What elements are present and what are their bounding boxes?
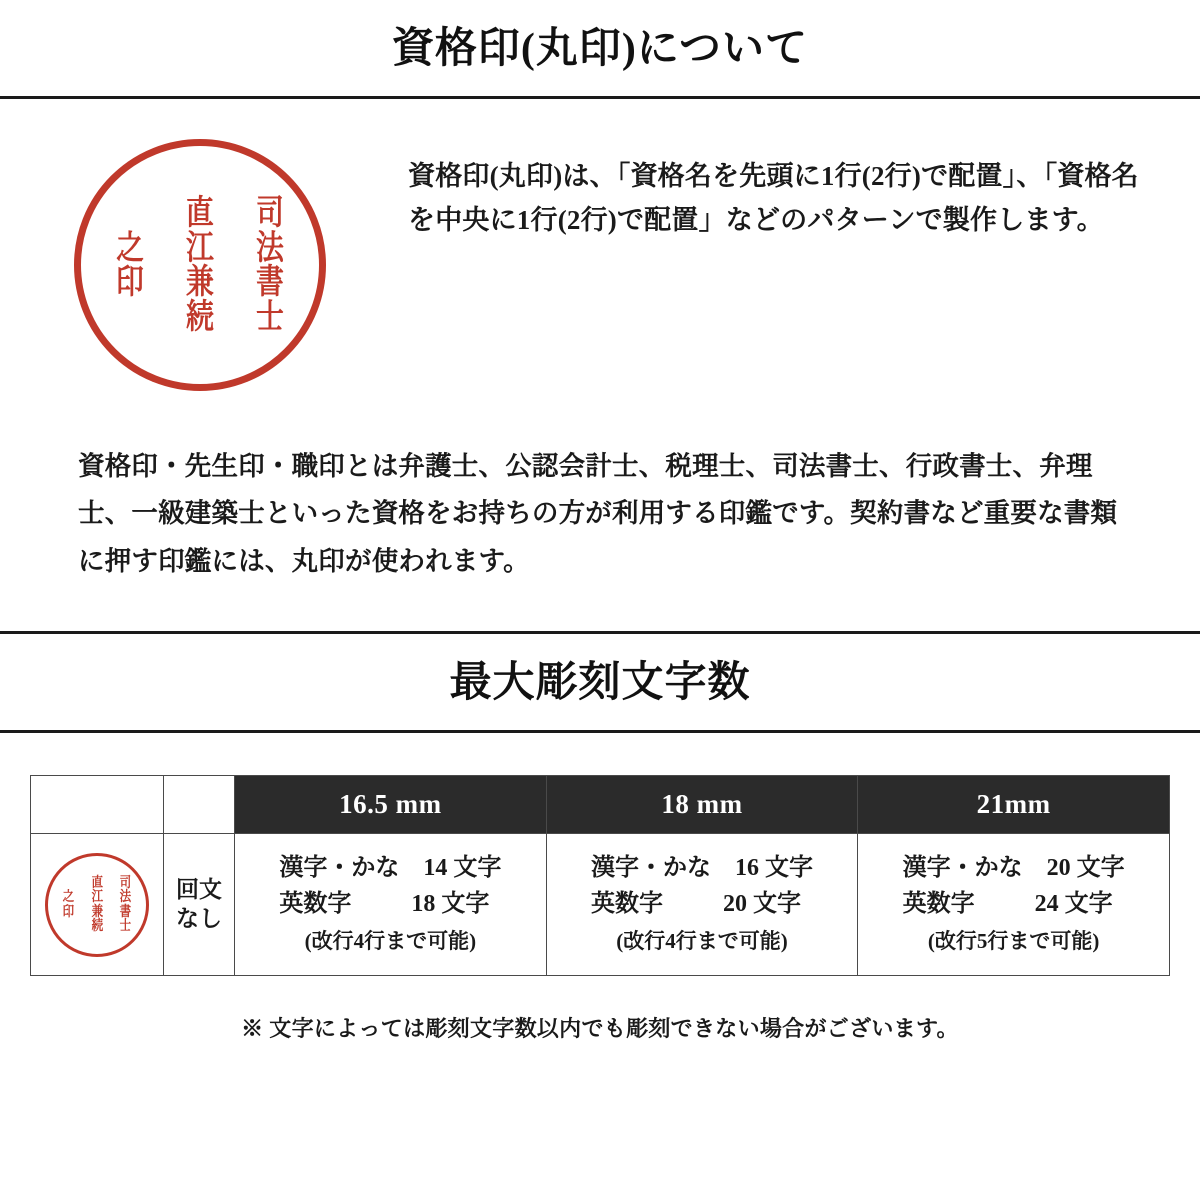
page-title: 資格印(丸印)について (391, 26, 809, 72)
seal-char: 兼 (91, 903, 103, 920)
table-footnote: ※ 文字によっては彫刻文字数以内でも彫刻できない場合がございます。 (241, 1016, 959, 1042)
spec-value: 16 文字 (734, 854, 813, 881)
spec-value: 14 文字 (423, 854, 502, 881)
seal-column-1 (114, 862, 138, 948)
table-row (31, 833, 1170, 976)
spec-line-alnum (903, 886, 1125, 922)
spec-line-alnum (279, 886, 501, 922)
spec-note: (改行4行まで可能) (304, 928, 477, 953)
spec-cell-21mm (858, 833, 1170, 976)
seal-char: 印 (116, 262, 144, 303)
spec-line-alnum (591, 886, 813, 922)
seal-column-3 (101, 160, 158, 370)
table-header-row (31, 775, 1170, 833)
row-type-label: 回文なし (164, 833, 235, 976)
spec-value: 20 文字 (722, 890, 801, 917)
seal-char: 司 (256, 192, 284, 233)
spec-value: 24 文字 (1034, 890, 1113, 917)
intro-paragraph: 資格印(丸印)は、「資格名を先頭に1行(2行)で配置」、「資格名を中央に1行(2行)で配置」などのパターンで製作します。 (408, 161, 1139, 235)
seal-char: 江 (91, 889, 103, 906)
seal-char: 之 (62, 889, 75, 906)
section-title-engraving: 最大彫刻文字数 (449, 659, 751, 706)
round-seal-thumbnail-icon (45, 853, 149, 957)
spec-label: 漢字・かな (902, 854, 1023, 881)
seal-char: 兼 (186, 262, 214, 303)
seal-column-1 (241, 160, 298, 370)
spec-label: 英数字 (590, 890, 663, 917)
spec-label: 漢字・かな (590, 854, 711, 881)
seal-column-2 (85, 862, 109, 948)
seal-column-2 (171, 160, 228, 370)
seal-char: 法 (119, 889, 132, 906)
seal-char: 続 (186, 296, 214, 337)
stamp-illustration-wrap (0, 137, 400, 391)
spec-line-kanji (279, 850, 501, 886)
intro-block (0, 99, 1200, 391)
seal-char: 直 (91, 875, 103, 892)
round-seal-icon (74, 139, 326, 391)
header-size-21mm: 21mm (858, 775, 1170, 833)
spec-note: (改行4行まで可能) (616, 928, 788, 953)
spec-note: (改行5行まで可能) (927, 928, 1100, 953)
seal-char: 法 (256, 227, 284, 268)
seal-char: 書 (119, 903, 132, 920)
seal-char: 直 (186, 192, 214, 233)
section-one-header (0, 0, 1200, 96)
spec-line-kanji (591, 850, 813, 886)
spec-label: 英数字 (279, 890, 352, 917)
seal-char: 之 (116, 227, 144, 268)
seal-char: 印 (62, 903, 75, 920)
seal-column-3 (57, 862, 81, 948)
header-blank-1 (31, 775, 164, 833)
spec-label: 英数字 (902, 890, 975, 917)
seal-char: 書 (256, 262, 284, 303)
spec-value: 18 文字 (411, 890, 490, 917)
seal-char: 司 (119, 875, 132, 892)
section-two-header (0, 634, 1200, 730)
spec-cell-18mm (546, 833, 858, 976)
header-size-18mm: 18 mm (546, 775, 858, 833)
body-paragraph: 資格印・先生印・職印とは弁護士、公認会計士、税理士、司法書士、行政書士、弁理士、一級建築士といった資格をお持ちの方が利用する印鑑です。契約書など重要な書類に押す印鑑には、丸印が使われます。 (78, 451, 1118, 576)
header-size-16-5mm: 16.5 mm (235, 775, 547, 833)
spec-cell-16-5mm (235, 833, 547, 976)
row-stamp-thumbnail-cell (31, 833, 164, 976)
seal-char: 士 (256, 296, 284, 337)
spec-label: 漢字・かな (279, 854, 400, 881)
seal-char: 続 (91, 917, 103, 934)
spec-value: 20 文字 (1046, 854, 1125, 881)
header-blank-2 (164, 775, 235, 833)
spec-line-kanji (903, 850, 1125, 886)
engraving-table (30, 775, 1170, 977)
engraving-table-wrap (0, 733, 1200, 1044)
seal-char: 士 (119, 917, 132, 934)
seal-char: 江 (186, 227, 214, 268)
